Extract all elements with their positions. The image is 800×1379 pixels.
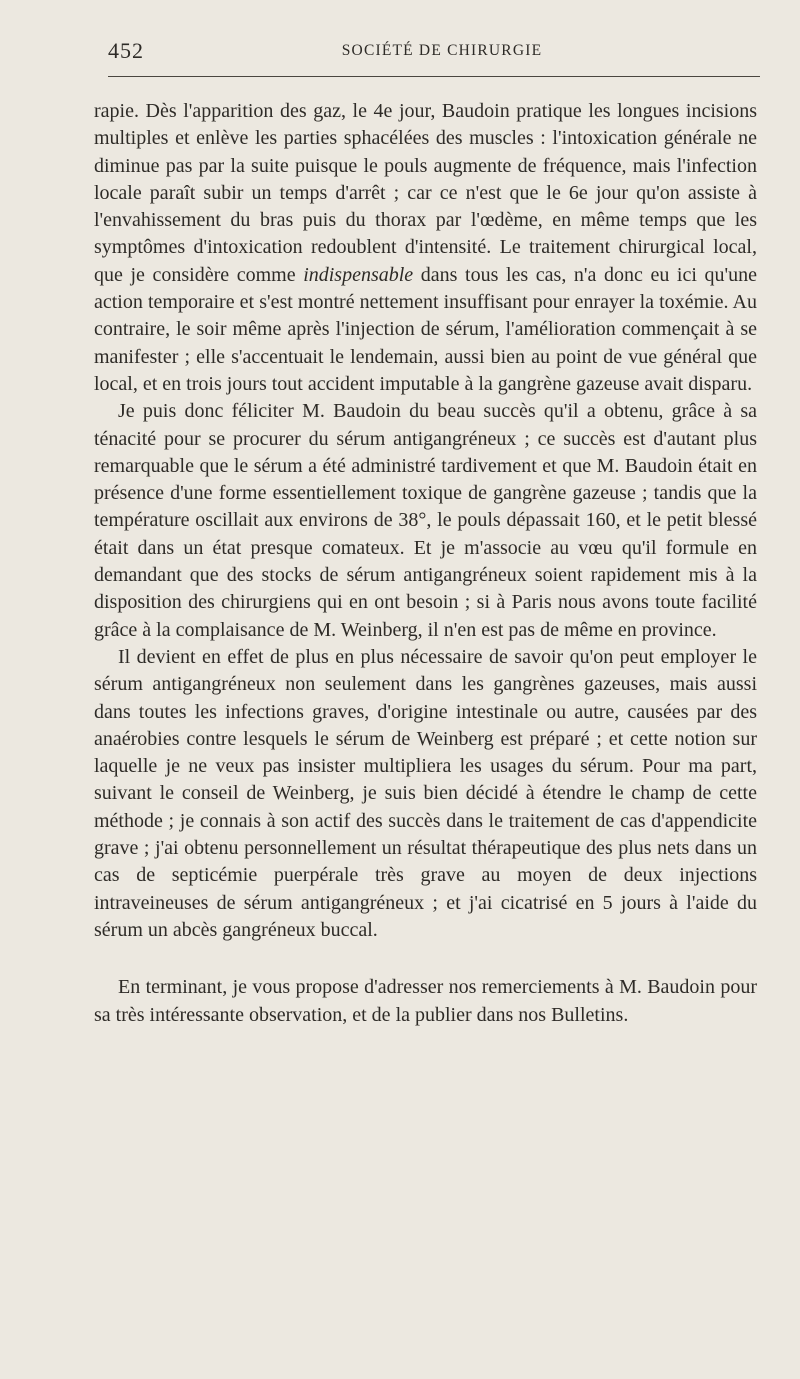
paragraph-3: Il devient en effet de plus en plus nécessaire de savoir qu'on peut employer le sérum antigangréneux non seulement dans les gangrènes gazeuses, mais aussi dans toutes les infections graves, d'origine intestinale ou autre, causées par des anaérobies contre lesquels le sérum de Weinberg est préparé ; et cette notion sur laquelle je ne veux pas insister multipliera les usages du sérum. Pour ma part, suivant le conseil de Weinberg, je suis bien décidé à étendre le champ de cette méthode ; je connais à son actif des succès dans le traitement de cas d'appendicite grave ; j'ai obtenu personnellement un résultat thérapeutique des plus nets dans un cas de septicémie puerpérale très grave au moyen de deux injections intraveineuses de sérum antigangréneux ; et j'ai cicatrisé en 5 jours à l'aide du sérum un abcès gangréneux buccal. bbox=[94, 645, 757, 941]
running-title: SOCIÉTÉ DE CHIRURGIE bbox=[341, 42, 543, 59]
paragraph-1-text-a: rapie. Dès l'apparition des gaz, le 4e jour, Baudoin pratique les longues incisions multiples et enlève les parties sphacélées des muscles : l'intoxication générale ne diminue pas par la suite puisque le pouls augmente de fréquence, mais l'infection locale paraît subir un temps d'arrêt ; car ce n'est que le 6e jour qu'on assiste à l'envahissement du bras puis du thorax par l'œdème, en même temps que les symptômes d'intoxication redoublent d'intensité. Le traitement chirurgical local, que je considère comme bbox=[94, 100, 757, 286]
emphasized-word: indispensable bbox=[303, 263, 414, 286]
header-rule bbox=[108, 76, 760, 77]
article-body bbox=[94, 98, 757, 1029]
page-header bbox=[108, 38, 758, 68]
paragraph-1 bbox=[94, 98, 757, 398]
paragraph-2: Je puis donc féliciter M. Baudoin du beau succès qu'il a obtenu, grâce à sa ténacité pour se procurer du sérum antigangréneux ; ce succès est d'autant plus remarquable que le sérum a été administré tardivement et que M. Baudoin était en présence d'une forme essentiellement toxique de gangrène gazeuse ; tandis que la température oscillait aux environs de 38°, le pouls dépassait 160, et le petit blessé était dans un état presque comateux. Et je m'associe au vœu qu'il formule en demandant que des stocks de sérum antigangréneux soient rapidement mis à la disposition des chirurgiens qui en ont besoin ; si à Paris nous avons toute facilité grâce à la complaisance de M. Weinberg, il n'en est pas de même en province. bbox=[94, 400, 757, 641]
page-number: 452 bbox=[108, 38, 144, 63]
paragraph-1-text-b: dans tous les cas, n'a donc eu ici qu'une action temporaire et s'est montré nettement insuffisant pour enrayer la toxémie. Au contraire, le soir même après l'injection de sérum, l'amélioration commençait à se manifester ; elle s'accentuait le lendemain, aussi bien au point de vue général que local, et en trois jours tout accident imputable à la gangrène gazeuse avait disparu. bbox=[94, 263, 757, 395]
paragraph-4: En terminant, je vous propose d'adresser nos remerciements à M. Baudoin pour sa très intéressante observation, et de la publier dans nos Bulletins. bbox=[94, 976, 757, 1026]
